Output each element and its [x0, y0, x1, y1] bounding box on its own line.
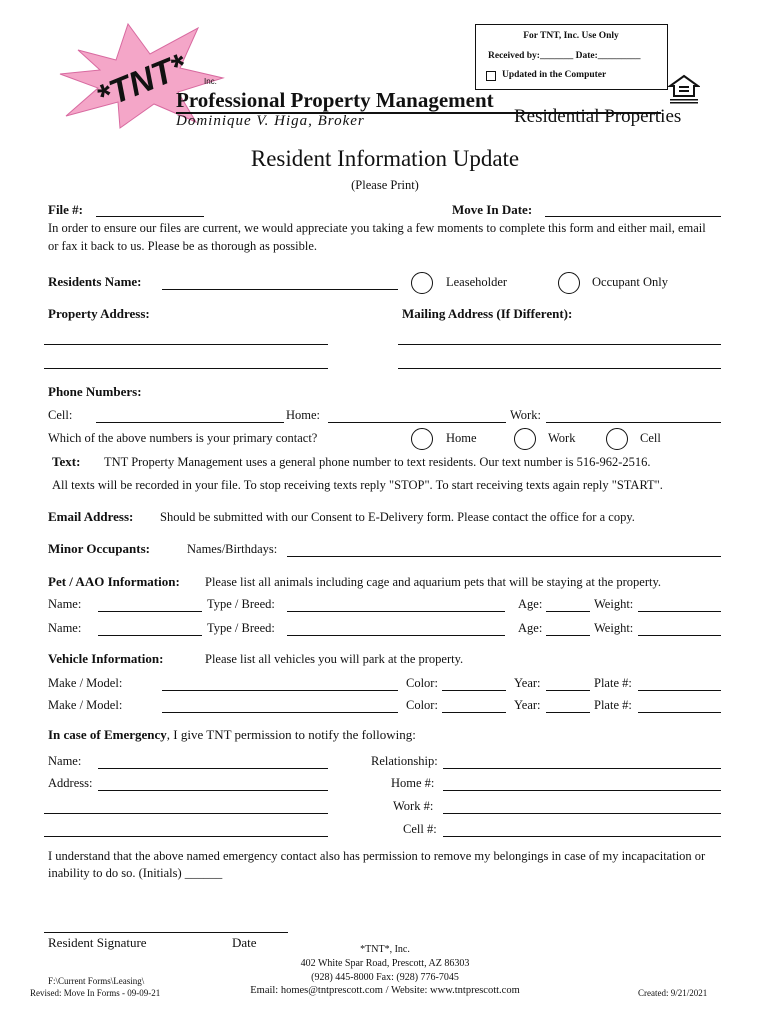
emergency-work-label: Work #: — [393, 799, 434, 813]
home-phone-field[interactable] — [328, 422, 506, 423]
footer-revised: Revised: Move In Forms - 09-09-21 — [30, 988, 161, 998]
pet-2-age-label: Age: — [518, 621, 543, 635]
vehicle-2-plate-label: Plate #: — [594, 698, 632, 712]
email-info: Should be submitted with our Consent to E-Delivery form. Please contact the office for a copy. — [160, 510, 635, 524]
text-label: Text: — [52, 454, 81, 469]
pet-2-name-label: Name: — [48, 621, 82, 635]
primary-work-radio[interactable] — [514, 428, 536, 450]
emergency-address-line-3[interactable] — [44, 836, 328, 837]
vehicle-1-make-field[interactable] — [162, 690, 398, 691]
primary-cell-label: Cell — [640, 431, 661, 445]
mailing-address-line-2[interactable] — [398, 368, 721, 369]
residential-properties: Residential Properties — [514, 106, 682, 127]
vehicle-2-color-label: Color: — [406, 698, 438, 712]
form-subtitle: (Please Print) — [351, 178, 419, 192]
received-by-field[interactable]: Received by:_______ Date:_________ — [488, 51, 641, 61]
pet-1-name-label: Name: — [48, 597, 82, 611]
vehicle-2-plate-field[interactable] — [638, 712, 721, 713]
work-phone-field[interactable] — [546, 422, 721, 423]
vehicle-1-plate-field[interactable] — [638, 690, 721, 691]
primary-work-label: Work — [548, 431, 576, 445]
cell-label: Cell: — [48, 408, 73, 422]
vehicle-1-color-field[interactable] — [442, 690, 506, 691]
relationship-field[interactable] — [443, 768, 721, 769]
pet-1-name-field[interactable] — [98, 611, 202, 612]
pet-info-text: Please list all animals including cage and aquarium pets that will be staying at the property. — [205, 575, 662, 589]
residents-name-label: Residents Name: — [48, 274, 142, 289]
vehicle-1-color-label: Color: — [406, 676, 438, 690]
emergency-home-field[interactable] — [443, 790, 721, 791]
vehicle-info-text: Please list all vehicles you will park at the property. — [205, 652, 464, 666]
footer-company: *TNT*, Inc. — [360, 944, 410, 955]
logo-text: *TNT* — [91, 46, 192, 117]
equal-housing-icon — [668, 74, 700, 106]
footer-created: Created: 9/21/2021 — [638, 988, 708, 998]
property-address-line-1[interactable] — [44, 344, 328, 345]
home-label: Home: — [286, 408, 321, 422]
text-info-2: All texts will be recorded in your file. To stop receiving texts reply "STOP". To start receiving texts again reply "START". — [52, 478, 663, 492]
emergency-name-label: Name: — [48, 754, 82, 768]
consent-text: I understand that the above named emergency contact also has permission to remove my belongings in case of my incapacitation or inability to do so. (Initials) ______ — [48, 849, 706, 880]
broker-name: Dominique V. Higa, Broker — [176, 113, 365, 129]
form-title: Resident Information Update — [250, 146, 520, 171]
vehicle-2-make-label: Make / Model: — [48, 698, 123, 712]
file-number-label: File #: — [48, 202, 84, 217]
emergency-work-field[interactable] — [443, 813, 721, 814]
pet-1-type-label: Type / Breed: — [207, 597, 275, 611]
property-address-line-2[interactable] — [44, 368, 328, 369]
vehicle-2-make-field[interactable] — [162, 712, 398, 713]
signature-field[interactable] — [44, 932, 288, 933]
residents-name-field[interactable] — [162, 289, 398, 290]
leaseholder-label: Leaseholder — [446, 275, 508, 289]
emergency-heading — [48, 727, 416, 743]
footer-address: 402 White Spar Road, Prescott, AZ 86303 — [300, 958, 470, 969]
pet-1-type-field[interactable] — [287, 611, 505, 612]
pet-info-label: Pet / AAO Information: — [48, 574, 180, 589]
company-name: Professional Property Management — [176, 88, 494, 112]
property-address-label: Property Address: — [48, 306, 150, 321]
vehicle-2-year-label: Year: — [514, 698, 541, 712]
footer-file-path: F:\Current Forms\Leasing\ — [48, 976, 145, 986]
emergency-name-field[interactable] — [98, 768, 328, 769]
emergency-address-line-2[interactable] — [44, 813, 328, 814]
pet-1-weight-label: Weight: — [594, 597, 634, 611]
primary-home-label: Home — [446, 431, 477, 445]
pet-2-weight-label: Weight: — [594, 621, 634, 635]
logo-inc: Inc. — [204, 77, 217, 86]
office-use-title: For TNT, Inc. Use Only — [523, 31, 619, 41]
updated-checkbox[interactable] — [486, 71, 496, 81]
move-in-date-field[interactable] — [545, 216, 721, 217]
primary-cell-radio[interactable] — [606, 428, 628, 450]
vehicle-info-label: Vehicle Information: — [48, 651, 164, 666]
minor-occupants-field[interactable] — [287, 556, 721, 557]
email-address-label: Email Address: — [48, 509, 134, 524]
emergency-address-label: Address: — [48, 776, 93, 790]
leaseholder-radio[interactable] — [411, 272, 433, 294]
text-info: TNT Property Management uses a general phone number to text residents. Our text number is 516-962-2516. — [104, 455, 651, 469]
pet-2-name-field[interactable] — [98, 635, 202, 636]
resident-signature-label: Resident Signature — [48, 935, 147, 950]
pet-2-type-field[interactable] — [287, 635, 505, 636]
names-birthdays-label: Names/Birthdays: — [187, 542, 278, 556]
vehicle-1-make-label: Make / Model: — [48, 676, 123, 690]
mailing-address-label: Mailing Address (If Different): — [402, 306, 573, 321]
intro-text: In order to ensure our files are current, we would appreciate you taking a few moments to complete this form and either mail, email or fax it back to us. Please be as thorough as possible. — [48, 221, 706, 253]
work-label: Work: — [510, 408, 541, 422]
vehicle-2-year-field[interactable] — [546, 712, 590, 713]
primary-contact-question: Which of the above numbers is your primary contact? — [48, 431, 318, 445]
emergency-label: In case of Emergency — [48, 727, 167, 742]
footer-phone: (928) 445-8000 Fax: (928) 776-7045 — [311, 972, 459, 983]
pet-2-weight-field[interactable] — [638, 635, 721, 636]
minor-occupants-label: Minor Occupants: — [48, 541, 150, 556]
emergency-address-line-1[interactable] — [98, 790, 328, 791]
pet-1-weight-field[interactable] — [638, 611, 721, 612]
emergency-cell-label: Cell #: — [403, 822, 437, 836]
vehicle-1-year-field[interactable] — [546, 690, 590, 691]
occupant-only-radio[interactable] — [558, 272, 580, 294]
cell-field[interactable] — [96, 422, 284, 423]
vehicle-2-color-field[interactable] — [442, 712, 506, 713]
primary-home-radio[interactable] — [411, 428, 433, 450]
relationship-label: Relationship: — [371, 754, 438, 768]
pet-2-age-field[interactable] — [546, 635, 590, 636]
pet-2-type-label: Type / Breed: — [207, 621, 275, 635]
emergency-home-label: Home #: — [391, 776, 435, 790]
emergency-cell-field[interactable] — [443, 836, 721, 837]
move-in-date-label: Move In Date: — [452, 202, 533, 217]
file-number-field[interactable] — [96, 216, 204, 217]
mailing-address-line-1[interactable] — [398, 344, 721, 345]
pet-1-age-label: Age: — [518, 597, 543, 611]
pet-1-age-field[interactable] — [546, 611, 590, 612]
updated-label: Updated in the Computer — [502, 70, 607, 80]
occupant-only-label: Occupant Only — [592, 275, 669, 289]
vehicle-1-plate-label: Plate #: — [594, 676, 632, 690]
emergency-info: , I give TNT permission to notify the following: — [166, 727, 416, 742]
phone-numbers-label: Phone Numbers: — [48, 384, 142, 399]
office-use-box — [475, 24, 668, 90]
footer-email-web: Email: homes@tntprescott.com / Website: www.tntprescott.com — [250, 985, 520, 996]
vehicle-1-year-label: Year: — [514, 676, 541, 690]
signature-date-label: Date — [232, 935, 257, 950]
